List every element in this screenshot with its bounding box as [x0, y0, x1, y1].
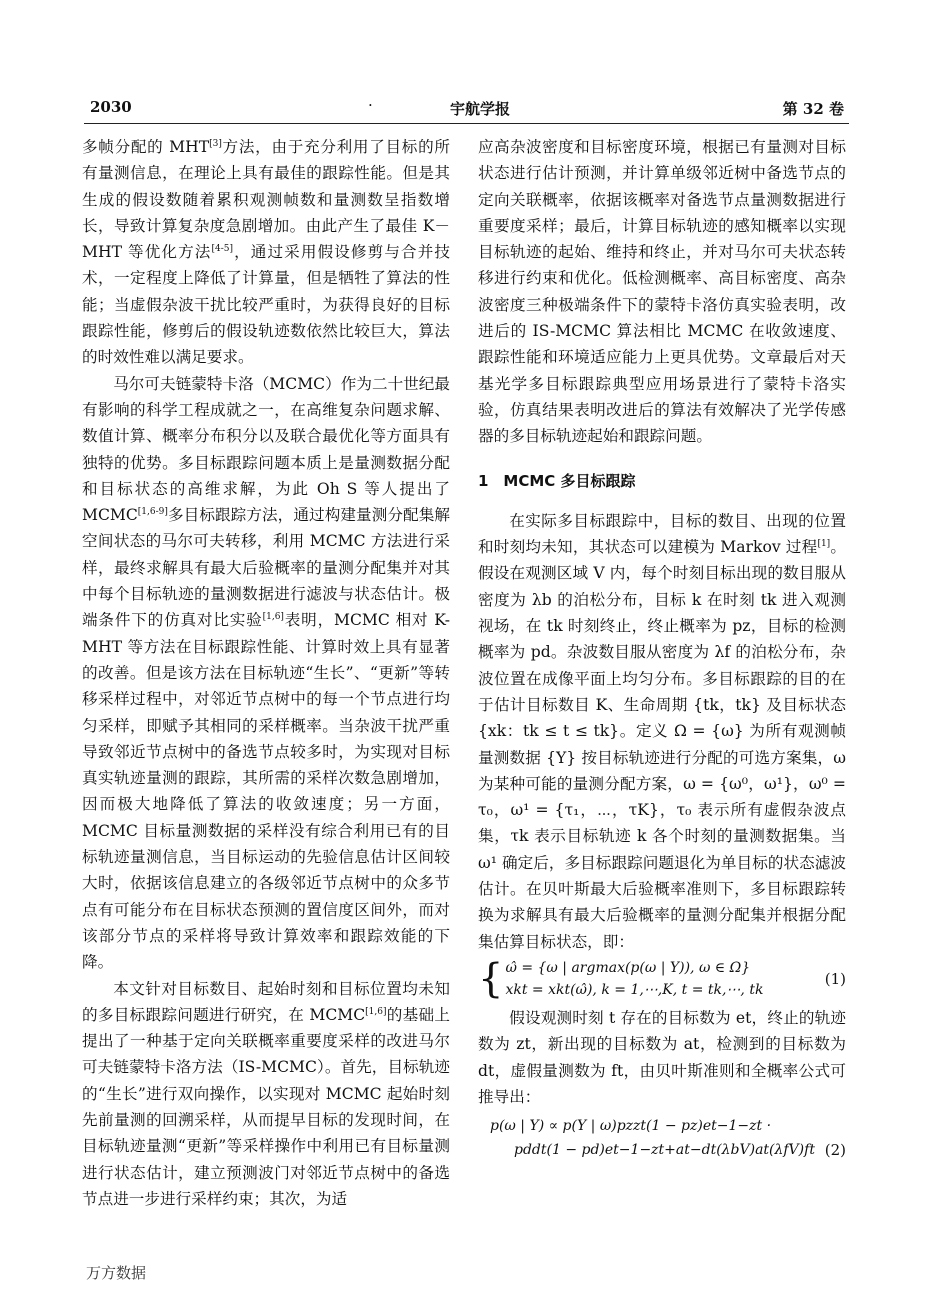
paragraph: [82, 134, 450, 371]
text-run: ，通过采用假设修剪与合并技术，一定程度上降低了计算量，但是牺牲了算法的性能；当虚假杂波干扰比较严重时，为获得良好的目标跟踪性能，修剪后的假设轨迹数依然比较巨大，算法的时效性难以满足要求。: [82, 243, 450, 367]
watermark: 万方数据: [86, 1264, 147, 1282]
brace-glyph: {: [478, 955, 504, 1002]
equation-line: p(ω | Y) ∝ p(Y | ω)pzzt(1 − pz)et−1−zt ·: [490, 1118, 772, 1135]
text-run: 在实际多目标跟踪中，目标的数目、出现的位置和时刻均未知，其状态可以建模为 Markov 过程: [478, 511, 846, 557]
text-run: 。假设在观测区域 V 内，每个时刻目标出现的数目服从密度为 λb 的泊松分布，目标 k 在时刻 tk 进入观测视场，在 tk 时刻终止，终止概率为 pz，目标的检测概率为 pd。杂波数目服从密度为 λf 的泊松分布，杂波位置在成像平面上均匀分布。多目标跟踪的目的在于估计目标数目 K、生命周期 {tk，tk} 及目标状态 {xk：tk ≤ t ≤ tk}。定义 Ω = {ω} 为所有观测帧量测数据 {Y} 按目标轨迹进行分配的可选方案集，ω 为某种可能的量测分配方案，ω = {ω⁰，ω¹}，ω⁰ = τ₀，ω¹ = {τ₁，⋯，τK}，τ₀ 表示所有虚假杂波点集，τk 表示目标轨迹 k 各个时刻的量测数据集。当 ω¹ 确定后，多目标跟踪问题退化为单目标的状态滤波估计。在贝叶斯最大后验概率准则下，多目标跟踪转换为求解具有最大后验概率的量测分配集并根据分配集估算目标状态，即：: [478, 538, 846, 951]
citation: [1]: [817, 538, 831, 549]
text-run: 多帧分配的 MHT: [82, 138, 210, 156]
equation-lines: [505, 957, 763, 1001]
header-rule: [84, 123, 849, 124]
citation: [3]: [209, 138, 222, 149]
volume-label: 第 32 卷: [782, 100, 844, 118]
citation: [1,6]: [262, 612, 284, 623]
equation-number: (1): [824, 969, 846, 988]
right-column: [478, 134, 846, 1166]
equation-row: [478, 1138, 846, 1162]
citation: [1,6-9]: [137, 506, 168, 517]
text-run: 的基础上提出了一种基于定向关联概率重要度采样的改进马尔可夫链蒙特卡洛方法（IS-MCMC）。首先，目标轨迹的“生长”进行双向操作，以实现对 MCMC 起始时刻先前量测的回溯采样，从而提早目标的发现时间，在目标轨迹量测“更新”等采样操作中利用已有目标量测进行状态估计，建立预测波门对邻近节点树中的备选节点进一步进行采样约束；其次，为适: [82, 1005, 450, 1208]
text-run: 方法，由于充分利用了目标的所有量测信息，在理论上具有最佳的跟踪性能。但是其生成的假设数随着累积观测帧数和量测数呈指数增长，导致计算复杂度急剧增加。由此产生了最佳 K－MHT 等优化方法: [82, 138, 450, 262]
text-run: 本文针对目标数目、起始时刻和目标位置均未知的多目标跟踪问题进行研究，在 MCMC: [82, 979, 450, 1024]
paragraph: 应高杂波密度和目标密度环境，根据已有量测对目标状态进行估计预测，并计算单级邻近树中备选节点的定向关联概率，依据该概率对备选节点量测数据进行重要度采样；最后，计算目标轨迹的感知概率以实现目标轨迹的起始、维持和终止，并对马尔可夫状态转移进行约束和优化。低检测概率、高目标密度、高杂波密度三种极端条件下的蒙特卡洛仿真实验表明，改进后的 IS-MCMC 算法相比 MCMC 在收敛速度、跟踪性能和环境适应能力上更具优势。文章最后对天基光学多目标跟踪典型应用场景进行了蒙特卡洛实验，仿真结果表明改进后的算法有效解决了光学传感器的多目标轨迹起始和跟踪问题。: [478, 138, 846, 446]
equation-line: ω̂ = {ω | argmax(p(ω | Y)), ω ∈ Ω}: [505, 959, 751, 976]
section-heading: 1 MCMC 多目标跟踪: [478, 471, 636, 490]
text-run: 多目标跟踪方法，通过构建量测分配集解空间状态的马尔可夫转移，利用 MCMC 方法进行采样，最终求解具有最大后验概率的量测分配集并对其中每个目标轨迹的量测数据进行滤波与状态估计。极端条件下的仿真对比实验: [82, 506, 450, 630]
equation-number: (2): [824, 1141, 846, 1160]
text-run: 马尔可夫链蒙特卡洛（MCMC）作为二十世纪最有影响的科学工程成就之一，在高维复杂问题求解、数值计算、概率分布积分以及联合最优化等方面具有独特的优势。多目标跟踪问题本质上是量测数据分配和目标状态的高维求解，为此 Oh S 等人提出了 MCMC: [82, 374, 450, 525]
left-column: [82, 134, 450, 1212]
page-number: 2030: [90, 98, 132, 116]
equation-line: pddt(1 − pd)et−1−zt+at−dt(λbV)at(λfV)ft: [514, 1142, 815, 1159]
text-run: 表明，MCMC 相对 K-MHT 等方法在目标跟踪性能、计算时效上具有显著的改善。但是该方法在目标轨迹“生长”、“更新”等转移采样过程中，对邻近节点树中的每一个节点进行均匀采样，即赋予其相同的采样概率。当杂波干扰严重导致邻近节点树中的备选节点较多时，为实现对目标真实轨迹量测的跟踪，其所需的采样次数急剧增加，因而极大地降低了算法的收敛速度；另一方面，MCMC 目标量测数据的采样没有综合利用已有的目标轨迹量测信息，当目标运动的先验信息估计区间较大时，依据该信息建立的各级邻近节点树中的众多节点有可能分布在目标状态预测的置信度区间外，而对该部分节点的采样将导致计算效率和跟踪效能的下降。: [82, 611, 450, 972]
paragraph: 假设观测时刻 t 存在的目标数为 et，终止的轨迹数为 zt，新出现的目标数为 at，检测到的目标数为 dt，虚假量测数为 ft，由贝叶斯准则和全概率公式可推导出：: [478, 1008, 846, 1106]
paragraph: [478, 508, 846, 955]
equation-1: [478, 957, 846, 1001]
paragraph: [82, 371, 450, 976]
citation: [1,6]: [365, 1006, 387, 1017]
equation-line: xkt = xkt(ω̂), k = 1,⋯,K, t = tk,⋯, tk: [505, 981, 764, 998]
citation: [4-5]: [211, 244, 233, 254]
journal-name: 宇航学报: [449, 100, 510, 118]
equation-2: [478, 1114, 846, 1162]
running-header: [84, 96, 844, 122]
header-separator: ·: [368, 96, 373, 114]
paragraph: [82, 976, 450, 1213]
